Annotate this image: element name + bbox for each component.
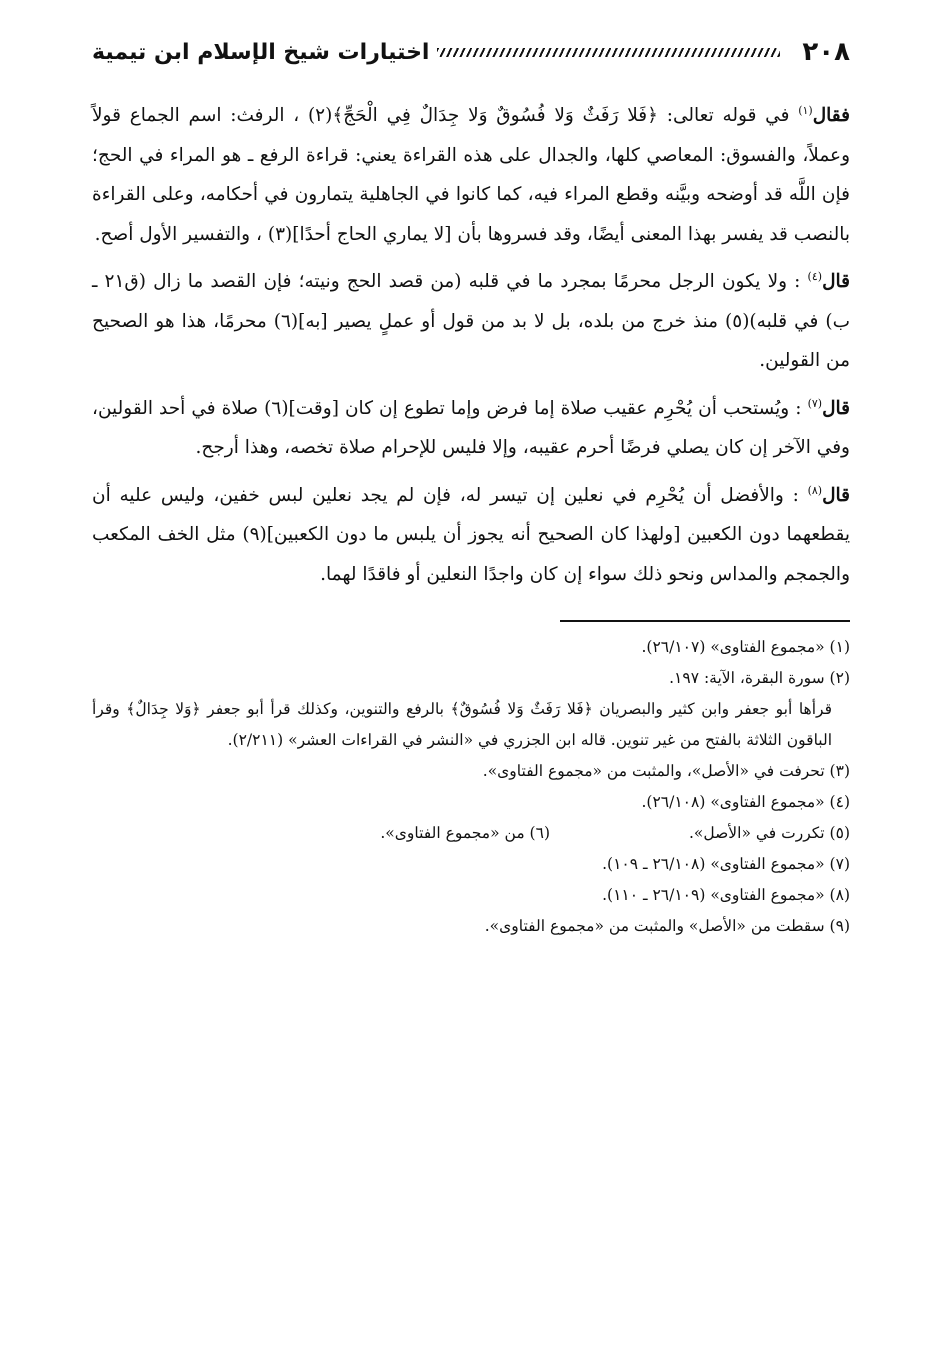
- footnote-ref: (٧): [807, 396, 823, 410]
- paragraph-lead: قال: [822, 484, 850, 506]
- footnote-ref: (٨): [807, 483, 823, 497]
- page-header: [92, 30, 850, 74]
- footnote: (٩) سقطت من «الأصل» والمثبت من «مجموع الفتاوى».: [484, 917, 850, 935]
- paragraph: [92, 262, 850, 381]
- footnotes: [92, 632, 850, 942]
- paragraph-text: : ويُستحب أن يُحْرِم عقيب صلاة إما فرض وإما تطوع إن كان [وقت](٦) صلاة في أحد القولين، وفي الآخر إن كان يصلي فرضًا أحرم عقيبه، وإلا فليس للإحرام صلاة تخصه، وهذا أرجح.: [92, 397, 850, 458]
- running-title: اختيارات شيخ الإسلام ابن تيمية: [92, 39, 430, 65]
- paragraph-text: : والأفضل أن يُحْرِم في نعلين إن تيسر له، فإن لم يجد نعلين لبس خفين، وليس عليه أن يقطعهما دون الكعبين [ولهذا كان الصحيح أنه يجوز أن يلبس ما دون الكعبين](٩) مثل الخف المكعب والجمجم والمداس ونحو ذلك سواء إن كان واجدًا النعلين أو فاقدًا لهما.: [92, 484, 850, 585]
- book-page: [92, 30, 850, 1320]
- header-ornament-rule: [437, 48, 780, 57]
- footnote-separator: [560, 620, 850, 622]
- page-number: ٢٠٨: [802, 37, 850, 67]
- main-text: [92, 96, 850, 594]
- paragraph-lead: قال: [822, 271, 850, 292]
- footnote: (٥) تكررت في «الأصل».: [689, 824, 850, 842]
- footnote: (١) «مجموع الفتاوى» (٢٦/١٠٧).: [641, 638, 850, 656]
- footnote: (٤) «مجموع الفتاوى» (٢٦/١٠٨).: [641, 793, 850, 811]
- footnote: (٧) «مجموع الفتاوى» (٢٦/١٠٨ ـ ١٠٩).: [602, 855, 850, 873]
- footnote: (٢) سورة البقرة، الآية: ١٩٧.: [669, 669, 850, 687]
- paragraph-text: في قوله تعالى: ﴿فَلا رَفَثٌ وَلا فُسُوقٌ وَلا جِدَالٌ فِي الْحَجِّ﴾(٢) ، الرفث: اسم الجماع قولاً وعملاً، والفسوق: المعاصي كلها، والجدال على هذه القراءة يعني: قراءة الرفع ـ هو المراء في الحج؛ فإن اللَّه قد أوضحه وبيَّنه وقطع المراء فيه، كما كانوا في الجاهلية يتمارون في أحكامه، وعلى القراءة بالنصب قد يفسر بهذا المعنى أيضًا، وقد فسروها بأن [لا يماري الحاج أحدًا](٣) ، والتفسير الأول أصح.: [92, 105, 850, 245]
- footnote: (٦) من «مجموع الفتاوى».: [380, 824, 550, 842]
- paragraph-lead: فقال: [812, 105, 850, 126]
- footnote-ref: (١): [798, 103, 813, 117]
- footnote: (٣) تحرفت في «الأصل»، والمثبت من «مجموع الفتاوى».: [482, 762, 850, 780]
- paragraph: [92, 389, 850, 468]
- footnote-ref: (٤): [807, 269, 823, 283]
- paragraph: [92, 476, 850, 595]
- paragraph-lead: قال: [822, 397, 850, 419]
- footnote-pair: [92, 818, 850, 849]
- footnote: (٨) «مجموع الفتاوى» (٢٦/١٠٩ ـ ١١٠).: [602, 886, 850, 904]
- footnote-continuation: قرأها أبو جعفر وابن كثير والبصريان ﴿فَلا رَفَثٌ وَلا فُسُوقٌ﴾ بالرفع والتنوين، وكذلك قرأ أبو جعفر ﴿وَلا جِدَالٌ﴾ وقرأ الباقون الثلاثة بالفتح من غير تنوين. قاله ابن الجزري في «النشر في القراءات العشر» (٢/٢١١).: [92, 700, 832, 749]
- paragraph-text: : ولا يكون الرجل محرمًا بمجرد ما في قلبه (من قصد الحج ونيته؛ فإن القصد ما زال (ق٢١ ـ ب) في قلبه)(٥) منذ خرج من بلده، بل لا بد من قول أو عملٍ يصير [به](٦) محرمًا، هذا هو الصحيح من القولين.: [92, 271, 850, 371]
- paragraph: [92, 96, 850, 254]
